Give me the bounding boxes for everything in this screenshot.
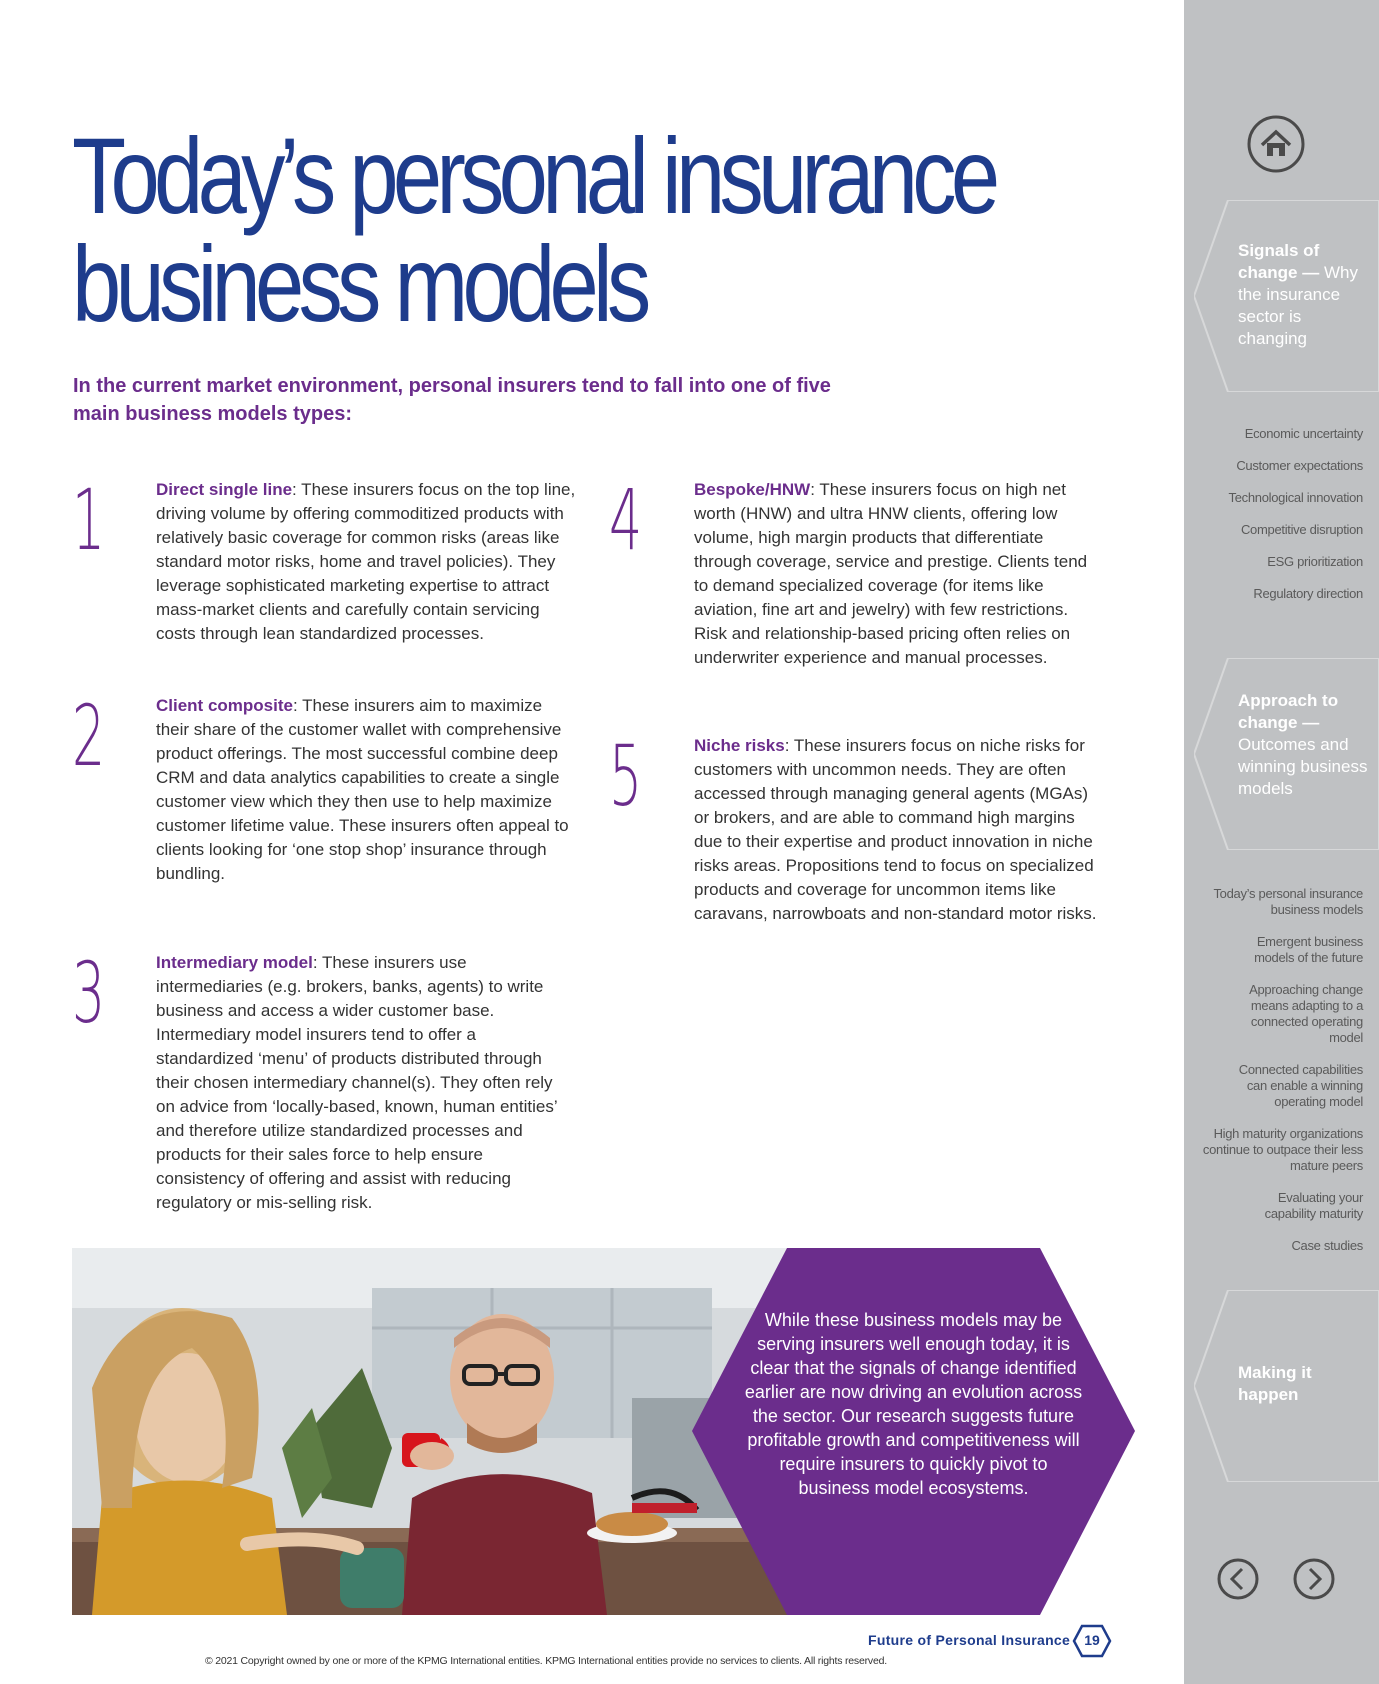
tab-label (1238, 1362, 1373, 1406)
page-title (72, 115, 995, 344)
sidebar-link-case-studies[interactable]: Case studies (1291, 1238, 1363, 1253)
title-line-1: Today’s personal insurance (72, 115, 995, 236)
callout-text: While these business models may be serving insurers well enough today, it is clear that the signals of change identified earlier are now driving an evolution across the sector. Our research suggests future profitable growth and competitiveness will require insurers to quickly pivot to business model ecosystems. (744, 1310, 1083, 1498)
chevron-right-icon (1292, 1557, 1336, 1601)
sidebar-link-todays-models[interactable]: Today’s personal insurance business models (1213, 886, 1363, 917)
model-text: : These insurers focus on high net worth (HNW) and ultra HNW clients, offering low volume, high margin products that differentiate through coverage, service and prestige. Clients tend to demand specialized coverage (for items like aviation, fine art and jewelry) with few restrictions. Risk and relationship-based pricing often relies on underwriter experience and manual processes. (694, 480, 1088, 667)
model-item-1 (72, 471, 582, 678)
model-heading: Client composite (156, 696, 293, 715)
tab-label-light: Why the insurance sector is changing (1238, 263, 1358, 348)
model-text: : These insurers focus on niche risks for customers with uncommon needs. They are often accessed through managing general agents (MGAs) or brokers, and are able to command high margins due to their expertise and product innovation in niche risks areas. Propositions tend to focus on specialized products and coverage for uncommon items like caravans, narrowboats and non-standard motor risks. (694, 736, 1097, 923)
tab-making-it-happen[interactable] (1194, 1290, 1379, 1482)
model-item-4 (609, 471, 1109, 698)
sidebar-link-emergent-models[interactable]: Emergent business models of the future (1254, 934, 1363, 965)
sidebar-link-customer-expectations[interactable]: Customer expectations (1236, 458, 1363, 473)
copyright-notice: © 2021 Copyright owned by one or more of the KPMG International entities. KPMG International entities provide no services to clients. All rights reserved. (205, 1655, 887, 1667)
model-heading: Bespoke/HNW (694, 480, 811, 499)
page-number: 19 (1084, 1632, 1100, 1648)
publication-title: Future of Personal Insurance (868, 1632, 1071, 1648)
tab-label-bold: Making it happen (1238, 1363, 1312, 1404)
tab-approach-to-change[interactable] (1194, 658, 1379, 850)
model-heading: Intermediary model (156, 953, 313, 972)
sidebar-link-technological-innovation[interactable]: Technological innovation (1228, 490, 1363, 505)
tab-label (1238, 240, 1373, 350)
tab-label-bold: Signals of change — (1238, 241, 1320, 282)
sidebar-link-connected-operating-model[interactable]: Approaching change means adapting to a connected operating model (1249, 982, 1363, 1045)
intro-text: In the current market environment, personal insurers tend to fall into one of five main business models types: (73, 375, 831, 425)
tab-label (1238, 690, 1373, 800)
model-number: 5 (609, 727, 643, 825)
model-text: : These insurers focus on the top line, driving volume by offering commoditized products with relatively basic coverage for common risks (areas like standard motor risks, home and travel policies). They leverage sophisticated marketing expertise to attract mass-market clients and carefully contain servicing costs through lean standardized processes. (156, 480, 576, 643)
model-number: 3 (72, 944, 106, 1042)
home-button[interactable] (1246, 114, 1306, 174)
model-item-2 (72, 687, 582, 914)
chevron-left-icon (1216, 1557, 1260, 1601)
title-line-2: business models (72, 223, 646, 344)
tab-label-bold: Approach to change — (1238, 691, 1339, 732)
callout-hexagon (692, 1248, 1135, 1615)
model-description (694, 734, 1104, 926)
model-description (694, 478, 1104, 670)
tab-signals-of-change[interactable] (1194, 200, 1379, 392)
model-text: : These insurers use intermediaries (e.g. brokers, banks, agents) to write business and access a wider customer base. Intermediary model insurers tend to offer a standardized ‘menu’ of products distributed through their chosen intermediary channel(s). They often rely on advice from ‘locally-based, known, human entities’ and therefore utilize standardized processes and products for their sales force to help ensure consistency of offering and assist with reducing regulatory or mis-selling risk. (156, 953, 557, 1212)
approach-links (1183, 886, 1363, 1258)
model-number: 4 (609, 471, 643, 569)
sidebar-link-high-maturity[interactable]: High maturity organizations continue to outpace their less mature peers (1202, 1126, 1363, 1173)
page-navigation (1216, 1557, 1336, 1601)
sidebar-link-evaluating-maturity[interactable]: Evaluating your capability maturity (1264, 1190, 1363, 1221)
previous-page-button[interactable] (1216, 1557, 1260, 1601)
model-number: 1 (72, 471, 106, 569)
model-description (156, 478, 576, 646)
model-number: 2 (72, 687, 106, 785)
model-description (156, 951, 576, 1215)
sidebar-link-economic-uncertainty[interactable]: Economic uncertainty (1244, 426, 1363, 441)
model-item-5 (609, 727, 1109, 974)
model-item-3 (72, 944, 582, 1221)
model-description (156, 694, 576, 886)
model-text: : These insurers aim to maximize their share of the customer wallet with comprehensive product offerings. The most successful combine deep CRM and data analytics capabilities to create a single customer view which they then use to help maximize customer lifetime value. These insurers often appeal to clients looking for ‘one stop shop’ insurance through bundling. (156, 696, 569, 883)
sidebar-link-regulatory-direction[interactable]: Regulatory direction (1253, 586, 1363, 601)
signals-links (1183, 426, 1363, 618)
sidebar-link-connected-capabilities[interactable]: Connected capabilities can enable a winning operating model (1238, 1062, 1363, 1109)
model-heading: Niche risks (694, 736, 785, 755)
tab-label-light: Outcomes and winning business models (1238, 735, 1368, 798)
model-heading: Direct single line (156, 480, 293, 499)
sidebar-navigation (1184, 0, 1379, 1684)
page-number-badge (1072, 1624, 1112, 1658)
next-page-button[interactable] (1292, 1557, 1336, 1601)
home-icon (1246, 114, 1306, 174)
sidebar-link-competitive-disruption[interactable]: Competitive disruption (1240, 522, 1363, 537)
sidebar-link-esg-prioritization[interactable]: ESG prioritization (1267, 554, 1363, 569)
